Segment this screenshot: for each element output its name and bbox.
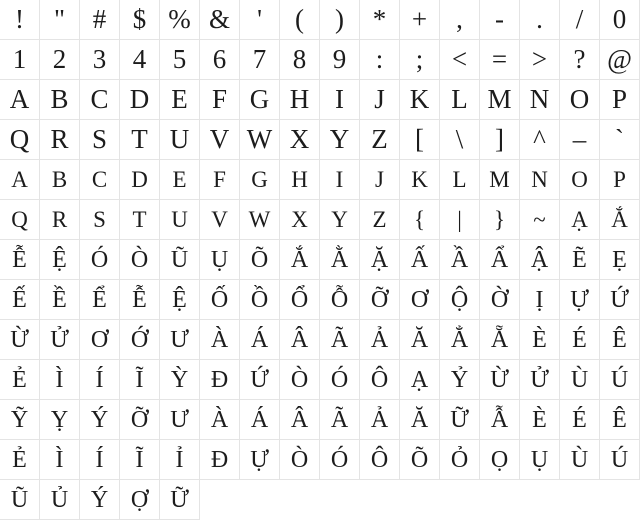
glyph-cell[interactable]: Ệ <box>40 240 80 280</box>
glyph-cell[interactable]: Ờ <box>480 280 520 320</box>
glyph-cell[interactable]: Ẵ <box>480 320 520 360</box>
glyph-cell[interactable]: T <box>120 120 160 160</box>
glyph-cell[interactable]: Ậ <box>520 240 560 280</box>
glyph-cell[interactable]: Ớ <box>120 320 160 360</box>
glyph-cell[interactable]: É <box>560 400 600 440</box>
glyph-cell[interactable]: Ẫ <box>480 400 520 440</box>
glyph-cell[interactable]: E <box>160 80 200 120</box>
glyph-cell[interactable]: ( <box>280 0 320 40</box>
glyph-cell[interactable]: 3 <box>80 40 120 80</box>
glyph-cell[interactable]: 8 <box>280 40 320 80</box>
glyph-cell[interactable]: Y <box>320 120 360 160</box>
glyph-cell[interactable]: Q <box>0 120 40 160</box>
glyph-cell[interactable]: Â <box>280 400 320 440</box>
empty-cell <box>320 480 360 520</box>
glyph-cell[interactable]: * <box>360 0 400 40</box>
glyph-cell[interactable]: Ỹ <box>0 400 40 440</box>
glyph-cell[interactable]: Í <box>80 440 120 480</box>
glyph-cell[interactable]: C <box>80 80 120 120</box>
glyph-cell[interactable]: Ơ <box>400 280 440 320</box>
glyph-cell[interactable]: D <box>120 80 160 120</box>
glyph-cell[interactable]: Ó <box>320 440 360 480</box>
glyph-cell[interactable]: N <box>520 160 560 200</box>
glyph-cell[interactable]: ' <box>240 0 280 40</box>
glyph-cell[interactable]: F <box>200 160 240 200</box>
glyph-cell[interactable]: 9 <box>320 40 360 80</box>
glyph-cell[interactable]: Ể <box>80 280 120 320</box>
glyph-cell[interactable]: / <box>560 0 600 40</box>
glyph-cell[interactable]: Q <box>0 200 40 240</box>
glyph-cell[interactable]: Ổ <box>280 280 320 320</box>
glyph-cell[interactable]: Ợ <box>120 480 160 520</box>
glyph-cell[interactable]: ) <box>320 0 360 40</box>
glyph-cell[interactable]: 2 <box>40 40 80 80</box>
glyph-cell[interactable]: Ạ <box>560 200 600 240</box>
glyph-cell[interactable]: Ỡ <box>120 400 160 440</box>
glyph-cell[interactable]: Ự <box>560 280 600 320</box>
glyph-cell[interactable]: Ử <box>520 360 560 400</box>
glyph-cell[interactable]: 4 <box>120 40 160 80</box>
glyph-cell[interactable]: Ắ <box>600 200 640 240</box>
glyph-cell[interactable]: % <box>160 0 200 40</box>
glyph-cell[interactable]: 1 <box>0 40 40 80</box>
glyph-cell[interactable]: M <box>480 160 520 200</box>
glyph-cell[interactable]: Ỏ <box>440 440 480 480</box>
glyph-cell[interactable]: & <box>200 0 240 40</box>
glyph-cell[interactable]: Á <box>240 320 280 360</box>
glyph-cell[interactable]: Ú <box>600 360 640 400</box>
glyph-cell[interactable]: Ă <box>400 400 440 440</box>
glyph-cell[interactable]: Ố <box>200 280 240 320</box>
glyph-cell[interactable]: Ơ <box>80 320 120 360</box>
glyph-cell[interactable]: Ì <box>40 440 80 480</box>
glyph-cell[interactable]: X <box>280 200 320 240</box>
empty-cell <box>560 480 600 520</box>
glyph-cell[interactable]: Ứ <box>600 280 640 320</box>
glyph-cell[interactable]: Ẻ <box>0 360 40 400</box>
glyph-cell[interactable]: Õ <box>240 240 280 280</box>
glyph-cell[interactable]: ^ <box>520 120 560 160</box>
glyph-cell[interactable]: ? <box>560 40 600 80</box>
glyph-cell[interactable]: Ữ <box>440 400 480 440</box>
glyph-cell[interactable]: Á <box>240 400 280 440</box>
empty-cell <box>600 480 640 520</box>
glyph-cell[interactable]: A <box>0 160 40 200</box>
glyph-cell[interactable]: Ý <box>80 400 120 440</box>
glyph-cell[interactable]: < <box>440 40 480 80</box>
glyph-cell[interactable]: : <box>360 40 400 80</box>
glyph-cell[interactable]: G <box>240 160 280 200</box>
glyph-cell[interactable]: Ẩ <box>480 240 520 280</box>
glyph-cell[interactable]: Ò <box>280 360 320 400</box>
glyph-cell[interactable]: È <box>520 400 560 440</box>
glyph-cell[interactable]: Ỡ <box>360 280 400 320</box>
glyph-cell[interactable]: ] <box>480 120 520 160</box>
glyph-cell[interactable]: Ô <box>360 440 400 480</box>
glyph-cell[interactable]: U <box>160 200 200 240</box>
glyph-cell[interactable]: W <box>240 200 280 240</box>
glyph-cell[interactable]: Ư <box>160 320 200 360</box>
glyph-cell[interactable]: I <box>320 80 360 120</box>
glyph-cell[interactable]: Ỗ <box>320 280 360 320</box>
glyph-cell[interactable]: { <box>400 200 440 240</box>
glyph-cell[interactable]: L <box>440 80 480 120</box>
glyph-cell[interactable]: Ă <box>400 320 440 360</box>
glyph-cell[interactable]: Ử <box>40 320 80 360</box>
glyph-cell[interactable]: U <box>160 120 200 160</box>
glyph-cell[interactable]: Ư <box>160 400 200 440</box>
glyph-cell[interactable]: Ã <box>320 400 360 440</box>
glyph-cell[interactable]: A <box>0 80 40 120</box>
glyph-cell[interactable]: # <box>80 0 120 40</box>
glyph-cell[interactable]: Ế <box>0 280 40 320</box>
glyph-cell[interactable]: C <box>80 160 120 200</box>
glyph-cell[interactable]: Ễ <box>0 240 40 280</box>
glyph-cell[interactable]: Ì <box>40 360 80 400</box>
glyph-cell[interactable]: Ê <box>600 400 640 440</box>
glyph-cell[interactable]: Ặ <box>360 240 400 280</box>
glyph-cell[interactable]: $ <box>120 0 160 40</box>
glyph-cell[interactable]: R <box>40 200 80 240</box>
empty-cell <box>360 480 400 520</box>
glyph-cell[interactable]: É <box>560 320 600 360</box>
glyph-cell[interactable]: Ẽ <box>560 240 600 280</box>
glyph-cell[interactable]: + <box>400 0 440 40</box>
glyph-cell[interactable]: S <box>80 120 120 160</box>
glyph-cell[interactable]: B <box>40 160 80 200</box>
glyph-cell[interactable]: 6 <box>200 40 240 80</box>
glyph-cell[interactable]: Ề <box>40 280 80 320</box>
glyph-cell[interactable]: Ỉ <box>160 440 200 480</box>
glyph-cell[interactable]: Ị <box>520 280 560 320</box>
glyph-cell[interactable]: À <box>200 400 240 440</box>
glyph-cell[interactable]: } <box>480 200 520 240</box>
glyph-cell[interactable]: Ừ <box>480 360 520 400</box>
glyph-cell[interactable]: ` <box>600 120 640 160</box>
glyph-cell[interactable]: M <box>480 80 520 120</box>
glyph-cell[interactable]: Ạ <box>400 360 440 400</box>
glyph-cell[interactable]: Ả <box>360 320 400 360</box>
glyph-cell[interactable]: ; <box>400 40 440 80</box>
glyph-cell[interactable]: S <box>80 200 120 240</box>
glyph-cell[interactable]: Ứ <box>240 360 280 400</box>
glyph-cell[interactable]: @ <box>600 40 640 80</box>
glyph-cell[interactable]: H <box>280 80 320 120</box>
glyph-cell[interactable]: O <box>560 160 600 200</box>
glyph-cell[interactable]: – <box>560 120 600 160</box>
glyph-cell[interactable]: Đ <box>200 360 240 400</box>
glyph-cell[interactable]: Z <box>360 200 400 240</box>
glyph-cell[interactable]: Ỳ <box>160 360 200 400</box>
glyph-cell[interactable]: Ụ <box>520 440 560 480</box>
glyph-cell[interactable]: Ú <box>600 440 640 480</box>
glyph-cell[interactable]: Ẳ <box>440 320 480 360</box>
glyph-cell[interactable]: À <box>200 320 240 360</box>
glyph-cell[interactable]: Ẻ <box>0 440 40 480</box>
glyph-cell[interactable]: H <box>280 160 320 200</box>
glyph-cell[interactable]: G <box>240 80 280 120</box>
glyph-cell[interactable]: Ý <box>80 480 120 520</box>
glyph-cell[interactable]: D <box>120 160 160 200</box>
glyph-cell[interactable]: Ụ <box>200 240 240 280</box>
glyph-cell[interactable]: I <box>320 160 360 200</box>
glyph-cell[interactable]: [ <box>400 120 440 160</box>
glyph-cell[interactable]: Ó <box>320 360 360 400</box>
glyph-cell[interactable]: Ĩ <box>120 440 160 480</box>
glyph-cell[interactable]: Ự <box>240 440 280 480</box>
glyph-cell[interactable]: Ồ <box>240 280 280 320</box>
glyph-cell[interactable]: Ủ <box>40 480 80 520</box>
glyph-cell[interactable]: L <box>440 160 480 200</box>
glyph-cell[interactable]: Ũ <box>0 480 40 520</box>
glyph-cell[interactable]: . <box>520 0 560 40</box>
glyph-cell[interactable]: \ <box>440 120 480 160</box>
empty-cell <box>480 480 520 520</box>
glyph-cell[interactable]: > <box>520 40 560 80</box>
glyph-cell[interactable]: Ĩ <box>120 360 160 400</box>
glyph-cell[interactable]: 5 <box>160 40 200 80</box>
glyph-cell[interactable]: Ầ <box>440 240 480 280</box>
empty-cell <box>520 480 560 520</box>
glyph-cell[interactable]: E <box>160 160 200 200</box>
glyph-cell[interactable]: R <box>40 120 80 160</box>
glyph-cell[interactable]: T <box>120 200 160 240</box>
glyph-cell[interactable]: Ễ <box>120 280 160 320</box>
glyph-cell[interactable]: 7 <box>240 40 280 80</box>
glyph-cell[interactable]: Ê <box>600 320 640 360</box>
glyph-cell[interactable]: Đ <box>200 440 240 480</box>
empty-cell <box>280 480 320 520</box>
glyph-cell[interactable]: Ò <box>280 440 320 480</box>
glyph-cell[interactable]: N <box>520 80 560 120</box>
empty-cell <box>240 480 280 520</box>
glyph-cell[interactable]: J <box>360 80 400 120</box>
glyph-cell[interactable]: Ấ <box>400 240 440 280</box>
glyph-cell[interactable]: Ừ <box>0 320 40 360</box>
glyph-cell[interactable]: - <box>480 0 520 40</box>
glyph-cell[interactable]: Ằ <box>320 240 360 280</box>
glyph-cell[interactable]: X <box>280 120 320 160</box>
glyph-cell[interactable]: Z <box>360 120 400 160</box>
glyph-cell[interactable]: Â <box>280 320 320 360</box>
glyph-cell[interactable]: Ẹ <box>600 240 640 280</box>
glyph-cell[interactable]: ~ <box>520 200 560 240</box>
glyph-cell[interactable]: ! <box>0 0 40 40</box>
glyph-cell[interactable]: 0 <box>600 0 640 40</box>
glyph-cell[interactable]: Ữ <box>160 480 200 520</box>
glyph-cell[interactable]: W <box>240 120 280 160</box>
glyph-cell[interactable]: , <box>440 0 480 40</box>
glyph-cell[interactable]: Ó <box>80 240 120 280</box>
empty-cell <box>400 480 440 520</box>
glyph-cell[interactable]: Ò <box>120 240 160 280</box>
glyph-cell[interactable]: B <box>40 80 80 120</box>
glyph-cell[interactable]: Ộ <box>440 280 480 320</box>
glyph-cell[interactable]: P <box>600 80 640 120</box>
glyph-cell[interactable]: Ả <box>360 400 400 440</box>
glyph-cell[interactable]: K <box>400 160 440 200</box>
glyph-cell[interactable]: Ù <box>560 360 600 400</box>
glyph-cell[interactable]: Ỵ <box>40 400 80 440</box>
glyph-cell[interactable]: Ù <box>560 440 600 480</box>
glyph-cell[interactable]: O <box>560 80 600 120</box>
empty-cell <box>440 480 480 520</box>
glyph-cell[interactable]: P <box>600 160 640 200</box>
glyph-cell[interactable]: Ũ <box>160 240 200 280</box>
glyph-cell[interactable]: Ã <box>320 320 360 360</box>
glyph-cell[interactable]: J <box>360 160 400 200</box>
empty-cell <box>200 480 240 520</box>
glyph-cell[interactable]: È <box>520 320 560 360</box>
glyph-cell[interactable]: Ỷ <box>440 360 480 400</box>
glyph-cell[interactable]: Ệ <box>160 280 200 320</box>
glyph-cell[interactable]: " <box>40 0 80 40</box>
glyph-cell[interactable]: = <box>480 40 520 80</box>
glyph-cell[interactable]: V <box>200 120 240 160</box>
glyph-cell[interactable]: Y <box>320 200 360 240</box>
glyph-cell[interactable]: V <box>200 200 240 240</box>
glyph-cell[interactable]: Ô <box>360 360 400 400</box>
glyph-cell[interactable]: Ắ <box>280 240 320 280</box>
glyph-cell[interactable]: K <box>400 80 440 120</box>
glyph-cell[interactable]: Õ <box>400 440 440 480</box>
glyph-cell[interactable]: F <box>200 80 240 120</box>
glyph-cell[interactable]: Í <box>80 360 120 400</box>
glyph-cell[interactable]: | <box>440 200 480 240</box>
glyph-cell[interactable]: Ọ <box>480 440 520 480</box>
